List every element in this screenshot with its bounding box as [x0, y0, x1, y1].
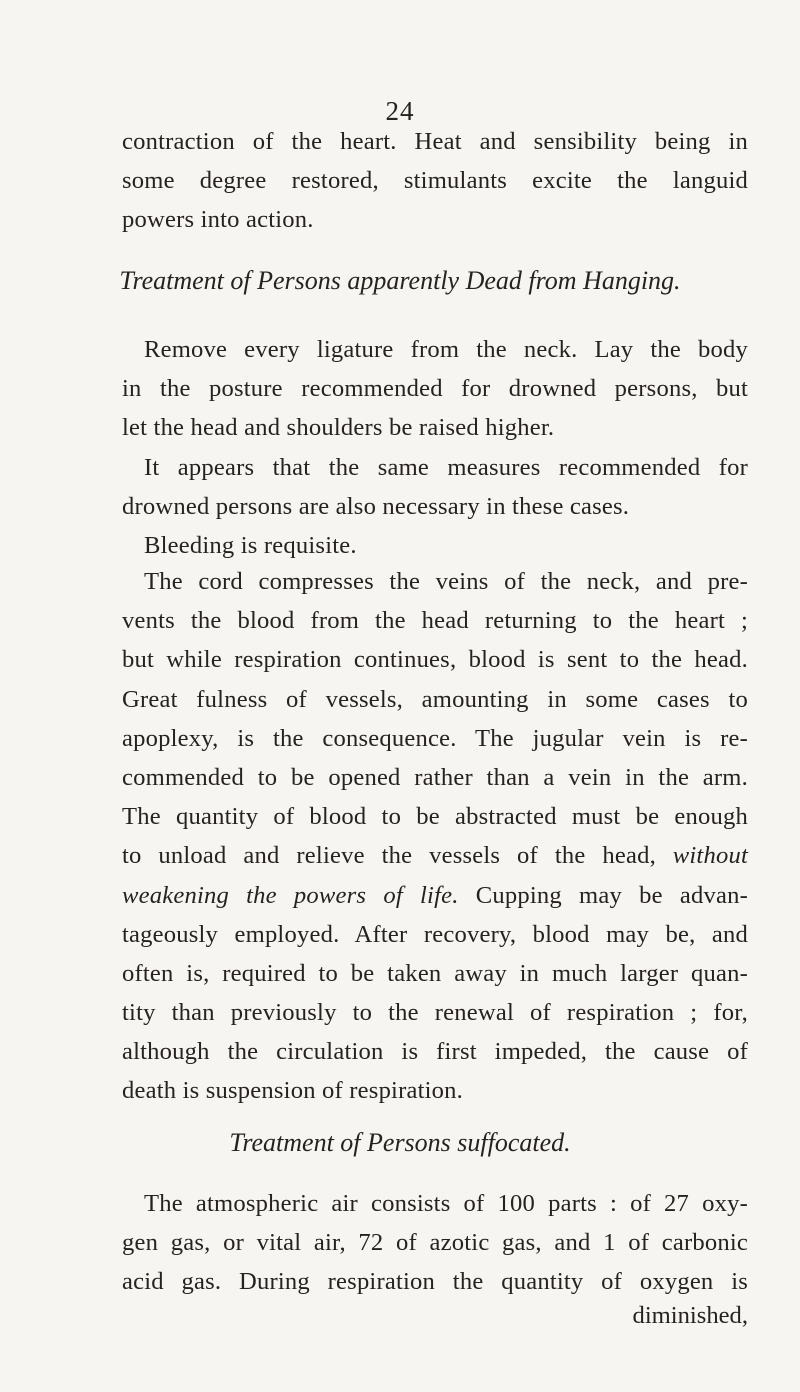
paragraph-cord-compresses: [122, 562, 748, 1111]
text-line: in the posture recommended for drowned persons, but: [122, 375, 748, 403]
paragraph-bleeding: [122, 526, 748, 565]
text-line: some degree restored, stimulants excite the languid: [122, 167, 748, 195]
emphasis-text: weakening the powers of life.: [122, 881, 459, 909]
paragraph-heart-contraction: [122, 122, 748, 240]
text-line: let the head and shoulders be raised higher.: [122, 414, 555, 442]
text-line: powers into action.: [122, 206, 314, 234]
section-heading-hanging: Treatment of Persons apparently Dead from Hanging.: [119, 266, 681, 295]
text-line: apoplexy, is the consequence. The jugular vein is re-: [122, 724, 748, 752]
text-line: drowned persons are also necessary in these cases.: [122, 493, 630, 521]
text-line: [122, 876, 748, 915]
text-line: contraction of the heart. Heat and sensibility being in: [122, 128, 748, 155]
text-line: commended to be opened rather than a vein in the arm.: [122, 763, 748, 791]
text-line: tageously employed. After recovery, blood may be, and: [122, 920, 748, 948]
paragraph-remove-ligature: [122, 330, 748, 448]
text-span: Cupping may be advan-: [458, 881, 748, 909]
text-line: The quantity of blood to be abstracted must be enough: [122, 803, 748, 831]
text-line: Remove every ligature from the neck. Lay the body: [144, 336, 748, 363]
text-line: often is, required to be taken away in much larger quan-: [122, 959, 748, 987]
text-line: It appears that the same measures recommended for: [144, 454, 748, 481]
text-line: vents the blood from the head returning to the heart ;: [122, 607, 748, 635]
paragraph-atmospheric-air: [122, 1184, 748, 1302]
text-line: gen gas, or vital air, 72 of azotic gas, and 1 of carbonic: [122, 1229, 748, 1257]
text-span: to unload and relieve the vessels of the head,: [122, 842, 673, 870]
emphasis-text: without: [672, 842, 748, 870]
text-line: death is suspension of respiration.: [122, 1077, 464, 1105]
section-heading-suffocated: Treatment of Persons suffocated.: [229, 1128, 571, 1157]
text-line: Great fulness of vessels, amounting in some cases to: [122, 685, 748, 713]
page-number: 24: [385, 96, 415, 126]
text-line: Bleeding is requisite.: [144, 532, 357, 559]
text-line: [122, 836, 748, 875]
text-line: but while respiration continues, blood is sent to the head.: [122, 646, 748, 674]
text-line: The cord compresses the veins of the neck, and pre-: [144, 568, 748, 595]
text-line: The atmospheric air consists of 100 parts : of 27 oxy-: [144, 1190, 748, 1217]
text-line: acid gas. During respiration the quantity of oxygen is: [122, 1268, 748, 1296]
text-line: although the circulation is first impeded, the cause of: [122, 1038, 748, 1066]
text-line: tity than previously to the renewal of respiration ; for,: [122, 999, 748, 1027]
catchword: diminished,: [632, 1302, 748, 1329]
paragraph-same-measures: [122, 448, 748, 526]
